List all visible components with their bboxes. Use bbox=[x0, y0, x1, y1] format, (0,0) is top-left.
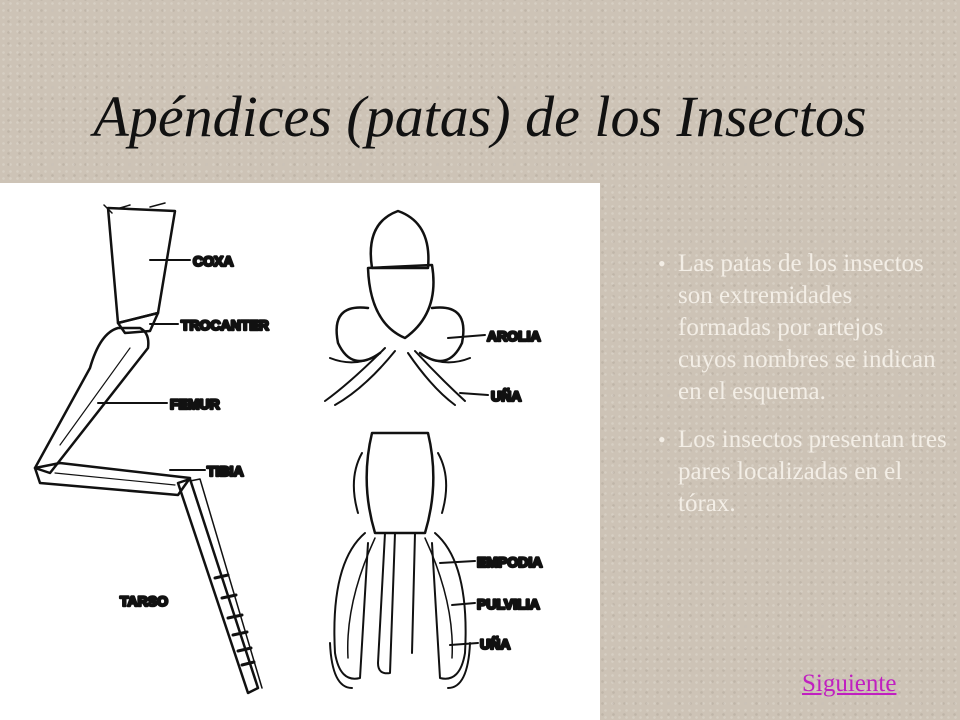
leg-diagram-svg bbox=[0, 183, 600, 720]
label-arolia: AROLIA bbox=[487, 328, 541, 344]
slide-title: Apéndices (patas) de los Insectos bbox=[93, 84, 867, 149]
bullet-text: Los insectos presentan tres pares localizadas en el tórax. bbox=[678, 426, 947, 517]
next-link[interactable]: Siguiente bbox=[802, 670, 897, 697]
pulvilia-foot-drawing bbox=[330, 433, 470, 688]
leg-drawing bbox=[35, 203, 262, 693]
label-trocanter: TROCANTER bbox=[181, 317, 269, 333]
arolia-leader-lines bbox=[448, 335, 488, 395]
label-pulvilia: PULVILIA bbox=[477, 596, 540, 612]
label-una-bottom: UÑA bbox=[480, 636, 511, 652]
bullet-dot-icon: • bbox=[658, 251, 666, 276]
bullet-text: Las patas de los insectos son extremidades formadas por artejos cuyos nombres se indican en el esquema. bbox=[678, 250, 936, 405]
coxa-segment bbox=[108, 208, 175, 323]
insect-leg-diagram bbox=[0, 183, 600, 720]
label-empodia: EMPODIA bbox=[477, 554, 543, 570]
label-tarso: TARSO bbox=[120, 593, 168, 609]
bullet-item bbox=[658, 248, 948, 408]
tarsus-segment bbox=[178, 479, 258, 693]
label-coxa: COXA bbox=[193, 253, 234, 269]
label-una-top: UÑA bbox=[491, 388, 522, 404]
bullet-dot-icon: • bbox=[658, 427, 666, 452]
bullet-item bbox=[658, 424, 948, 520]
label-tibia: TIBIA bbox=[207, 463, 244, 479]
bullet-list bbox=[658, 248, 948, 536]
arolia-foot-drawing bbox=[325, 211, 470, 405]
label-femur: FEMUR bbox=[170, 396, 220, 412]
